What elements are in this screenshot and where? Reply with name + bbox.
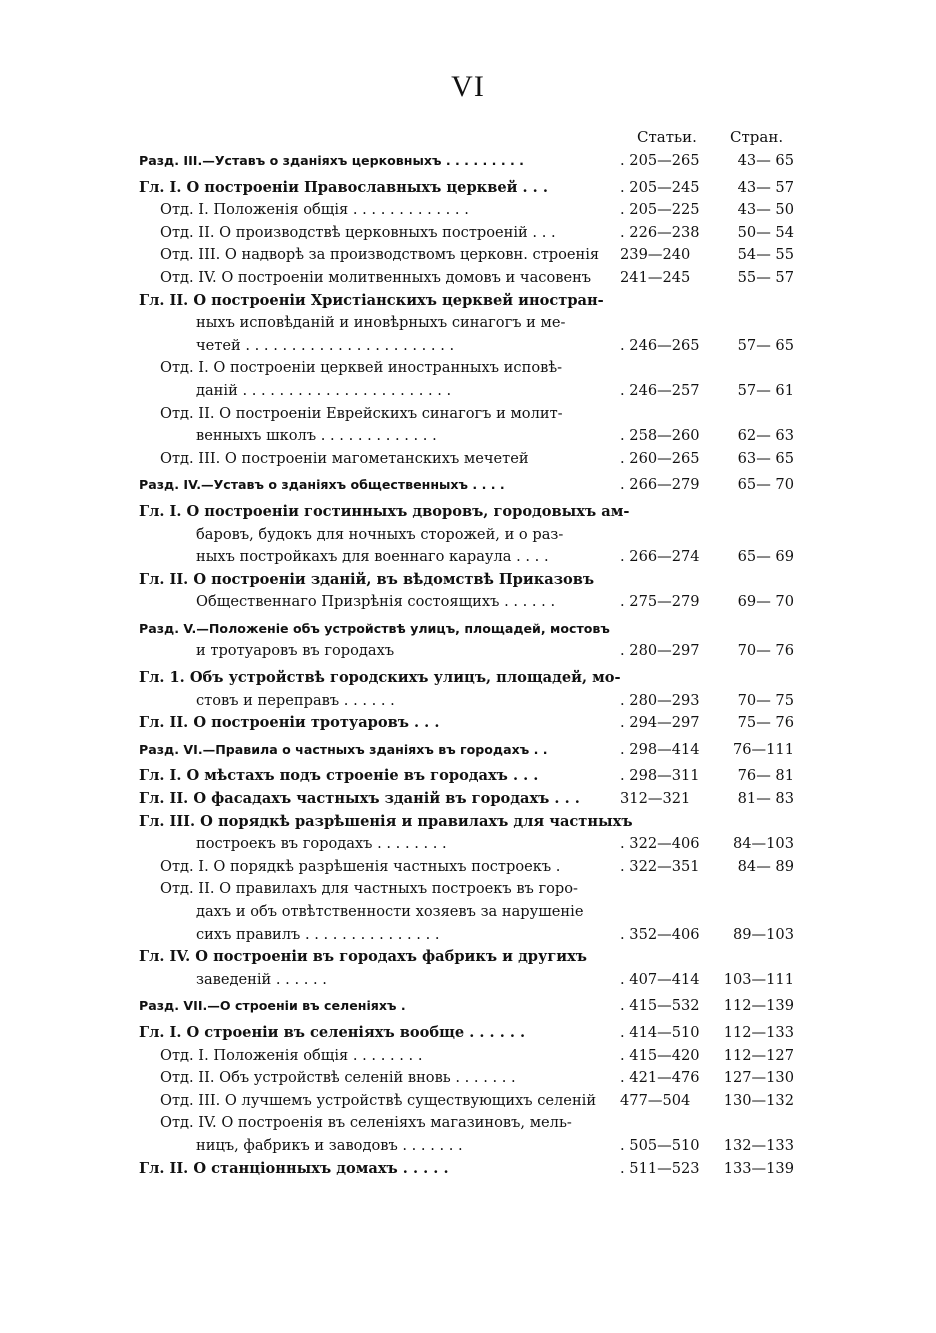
toc-entry-text: Отд. II. О построеніи Еврейскихъ синагогъ и молит- — [160, 404, 563, 422]
toc-entry-text: дахъ и объ отвѣтственности хозяевъ за нарушеніе — [196, 903, 584, 920]
toc-entry-text: Гл. 1. Объ устройствѣ городскихъ улицъ, площадей, мо- — [139, 669, 621, 687]
toc-articles-range: . 280—293 — [620, 691, 700, 709]
toc-line — [0, 1067, 936, 1090]
toc-pages-range: 81— 83 — [737, 790, 794, 808]
toc-entry-text: Гл. III. О порядкѣ разрѣшенія и правилахъ для частныхъ — [139, 812, 633, 830]
toc-pages-range: 84—103 — [732, 835, 794, 853]
toc-pages-range: 54— 55 — [737, 246, 794, 264]
toc-entry-text: Отд. II. О производствѣ церковныхъ построеній . . . — [160, 223, 556, 241]
toc-line — [0, 267, 936, 290]
toc-entry-text: Гл. II. О фасадахъ частныхъ зданій въ городахъ . . . — [139, 790, 580, 808]
toc-articles-range: . 266—274 — [620, 548, 700, 566]
toc-entry-text: Разд. V.—Положеніе объ устройствѣ улицъ, площадей, мостовъ — [139, 620, 610, 636]
toc-entry-text: баровъ, будокъ для ночныхъ сторожей, и о раз- — [196, 525, 564, 543]
toc-entry-text: даній . . . . . . . . . . . . . . . . . . . . . . . — [196, 381, 452, 399]
toc-articles-range: . 246—265 — [620, 336, 700, 354]
toc-pages-range: 127—130 — [723, 1069, 794, 1087]
toc-pages-range: 130—132 — [723, 1091, 794, 1109]
toc-pages-range: 84— 89 — [737, 857, 794, 875]
toc-line — [0, 878, 936, 901]
toc-pages-range: 69— 70 — [737, 593, 794, 611]
toc-articles-range: . 294—297 — [620, 714, 700, 732]
toc-line — [0, 924, 936, 947]
toc-articles-range: . 226—238 — [620, 223, 700, 241]
toc-articles-range: . 505—510 — [620, 1136, 700, 1154]
toc-articles-range: . 266—279 — [620, 476, 700, 494]
toc-line — [0, 811, 936, 834]
toc-entry-text: ныхъ исповѣданій и иновѣрныхъ синагогъ и ме- — [196, 314, 566, 332]
toc-pages-range: 103—111 — [723, 970, 794, 988]
toc-line — [0, 901, 936, 924]
toc-entry-text: Отд. I. Положенія общія . . . . . . . . . . . . . — [160, 201, 469, 219]
toc-line — [0, 150, 936, 173]
toc-articles-range: . 415—532 — [620, 997, 700, 1015]
toc-articles-range: . 352—406 — [620, 925, 700, 943]
toc-line — [0, 1112, 936, 1135]
toc-line — [0, 357, 936, 380]
toc-articles-range: . 322—406 — [620, 835, 700, 853]
toc-pages-range: 76— 81 — [737, 767, 794, 785]
toc-entry-text: Разд. VII.—О строеніи въ селеніяхъ . — [139, 998, 406, 1014]
toc-entry-text: венныхъ школъ . . . . . . . . . . . . . — [196, 427, 437, 445]
toc-line — [0, 474, 936, 497]
toc-entry-text: Отд. IV. О построенія въ селеніяхъ магазиновъ, мель- — [160, 1114, 572, 1132]
toc-line — [0, 546, 936, 569]
toc-line — [0, 995, 936, 1018]
toc-articles-range: . 205—225 — [620, 201, 700, 219]
toc-articles-range: . 205—245 — [620, 178, 700, 196]
toc-entry-text: Гл. II. О станціонныхъ домахъ . . . . . — [139, 1159, 449, 1177]
toc-pages-range: 112—133 — [723, 1023, 794, 1041]
toc-line — [0, 640, 936, 663]
toc-entry-text: Гл. II. О построеніи Христіанскихъ церквей иностран- — [139, 291, 604, 309]
toc-pages-range: 132—133 — [723, 1136, 794, 1154]
toc-entry-text: Отд. I. Положенія общія . . . . . . . . — [160, 1046, 423, 1064]
toc-entry-text: Гл. I. О построеніи Православныхъ церквей . . . — [139, 178, 548, 196]
toc-line — [0, 335, 936, 358]
toc-articles-range: . 298—414 — [620, 740, 700, 758]
toc-line — [0, 788, 936, 811]
toc-line — [0, 312, 936, 335]
toc-articles-range: 239—240 — [620, 246, 691, 264]
toc-entry-text: Разд. III.—Уставъ о зданіяхъ церковныхъ . . . . . . . . . — [139, 153, 524, 168]
toc-pages-range: 50— 54 — [737, 223, 794, 241]
toc-articles-range: 312—321 — [620, 790, 691, 808]
toc-line — [0, 380, 936, 403]
table-of-contents — [0, 150, 936, 1180]
toc-pages-range: 57— 61 — [737, 381, 794, 399]
toc-line — [0, 1090, 936, 1113]
toc-pages-range: 76—111 — [732, 740, 794, 758]
toc-pages-range: 62— 63 — [737, 427, 794, 445]
toc-pages-range: 57— 65 — [737, 336, 794, 354]
toc-pages-range: 63— 65 — [737, 449, 794, 467]
toc-line — [0, 244, 936, 267]
toc-entry-text: стовъ и переправъ . . . . . . — [196, 691, 395, 709]
toc-pages-range: 43— 50 — [737, 201, 794, 219]
toc-articles-range: . 415—420 — [620, 1046, 700, 1064]
toc-articles-range: . 260—265 — [620, 449, 700, 467]
toc-entry-text: Отд. I. О построеніи церквей иностранныхъ исповѣ- — [160, 359, 563, 377]
toc-pages-range: 70— 75 — [737, 691, 794, 709]
toc-line — [0, 946, 936, 969]
toc-articles-range: . 407—414 — [620, 970, 700, 988]
toc-pages-range: 70— 76 — [737, 642, 794, 660]
page-number: VI — [451, 70, 485, 103]
toc-entry-text: Гл. IV. О построеніи въ городахъ фабрикъ и другихъ — [139, 948, 588, 966]
toc-line — [0, 290, 936, 313]
toc-line — [0, 591, 936, 614]
toc-line — [0, 501, 936, 524]
toc-line — [0, 403, 936, 426]
toc-pages-range: 112—139 — [723, 997, 794, 1015]
articles-column-header: Статьи. — [637, 128, 697, 146]
toc-line — [0, 1022, 936, 1045]
toc-pages-range: 43— 57 — [737, 178, 794, 196]
toc-entry-text: Отд. III. О лучшемъ устройствѣ существующихъ селеній — [160, 1091, 597, 1109]
toc-line — [0, 618, 936, 641]
toc-articles-range: . 258—260 — [620, 427, 700, 445]
toc-entry-text: Отд. IV. О построеніи молитвенныхъ домовъ и часовенъ — [160, 268, 592, 286]
toc-line — [0, 199, 936, 222]
toc-entry-text: ныхъ постройкахъ для военнаго караула . . . . — [196, 548, 549, 566]
toc-line — [0, 739, 936, 762]
toc-entry-text: Отд. II. Объ устройствѣ селеній вновь . . . . . . . — [160, 1069, 516, 1087]
toc-entry-text: Отд. III. О надворѣ за производствомъ церковн. строенія — [160, 246, 600, 264]
toc-pages-range: 65— 70 — [737, 476, 794, 494]
toc-line — [0, 765, 936, 788]
toc-line — [0, 1135, 936, 1158]
toc-entry-text: Гл. II. О построеніи зданій, въ вѣдомствѣ Приказовъ — [139, 570, 595, 588]
toc-pages-range: 89—103 — [732, 925, 794, 943]
toc-line — [0, 1045, 936, 1068]
toc-articles-range: . 275—279 — [620, 593, 700, 611]
toc-line — [0, 690, 936, 713]
column-headers — [0, 128, 936, 150]
toc-entry-text: Гл. I. О мѣстахъ подъ строеніе въ городахъ . . . — [139, 767, 539, 785]
toc-entry-text: сихъ правилъ . . . . . . . . . . . . . . . — [196, 925, 440, 943]
toc-entry-text: Разд. IV.—Уставъ о зданіяхъ общественныхъ . . . . — [139, 477, 505, 493]
toc-line — [0, 222, 936, 245]
toc-articles-range: . 511—523 — [620, 1159, 700, 1177]
toc-entry-text: Гл. I. О строеніи въ селеніяхъ вообще . . . . . . — [139, 1023, 526, 1041]
toc-line — [0, 969, 936, 992]
toc-entry-text: Гл. I. О построеніи гостинныхъ дворовъ, городовыхъ ам- — [139, 502, 630, 520]
toc-pages-range: 75— 76 — [737, 714, 794, 732]
toc-line — [0, 569, 936, 592]
toc-line — [0, 712, 936, 735]
toc-articles-range: . 322—351 — [620, 857, 700, 875]
toc-entry-text: Отд. II. О правилахъ для частныхъ построекъ въ горо- — [160, 880, 578, 898]
toc-entry-text: построекъ въ городахъ . . . . . . . . — [196, 835, 447, 853]
toc-line — [0, 425, 936, 448]
toc-articles-range: 477—504 — [620, 1091, 691, 1109]
toc-line — [0, 448, 936, 471]
toc-articles-range: . 205—265 — [620, 152, 700, 169]
toc-pages-range: 112—127 — [723, 1046, 794, 1064]
toc-articles-range: . 280—297 — [620, 642, 700, 660]
toc-articles-range: . 246—257 — [620, 381, 700, 399]
toc-entry-text: заведеній . . . . . . — [196, 970, 327, 988]
toc-line — [0, 856, 936, 879]
toc-line — [0, 177, 936, 200]
toc-articles-range: . 421—476 — [620, 1069, 700, 1087]
toc-pages-range: 65— 69 — [737, 548, 794, 566]
toc-articles-range: . 414—510 — [620, 1023, 700, 1041]
toc-articles-range: . 298—311 — [620, 767, 700, 785]
toc-pages-range: 133—139 — [723, 1159, 794, 1177]
toc-articles-range: 241—245 — [620, 268, 691, 286]
toc-entry-text: ницъ, фабрикъ и заводовъ . . . . . . . — [196, 1136, 463, 1154]
toc-entry-text: Разд. VI.—Правила о частныхъ зданіяхъ въ городахъ . . — [139, 741, 548, 757]
toc-entry-text: Отд. III. О построеніи магометанскихъ мечетей — [160, 449, 529, 467]
toc-pages-range: 43— 65 — [737, 152, 794, 169]
toc-entry-text: и тротуаровъ въ городахъ — [196, 642, 395, 660]
toc-entry-text: Отд. I. О порядкѣ разрѣшенія частныхъ построекъ . — [160, 857, 561, 875]
toc-entry-text: четей . . . . . . . . . . . . . . . . . . . . . . . — [196, 336, 455, 354]
toc-line — [0, 524, 936, 547]
toc-line — [0, 1158, 936, 1181]
toc-line — [0, 833, 936, 856]
toc-entry-text: Гл. II. О построеніи тротуаровъ . . . — [139, 714, 440, 732]
toc-pages-range: 55— 57 — [737, 268, 794, 286]
pages-column-header: Стран. — [730, 128, 784, 146]
toc-line — [0, 667, 936, 690]
toc-entry-text: Общественнаго Призрѣнія состоящихъ . . . . . . — [196, 593, 556, 611]
